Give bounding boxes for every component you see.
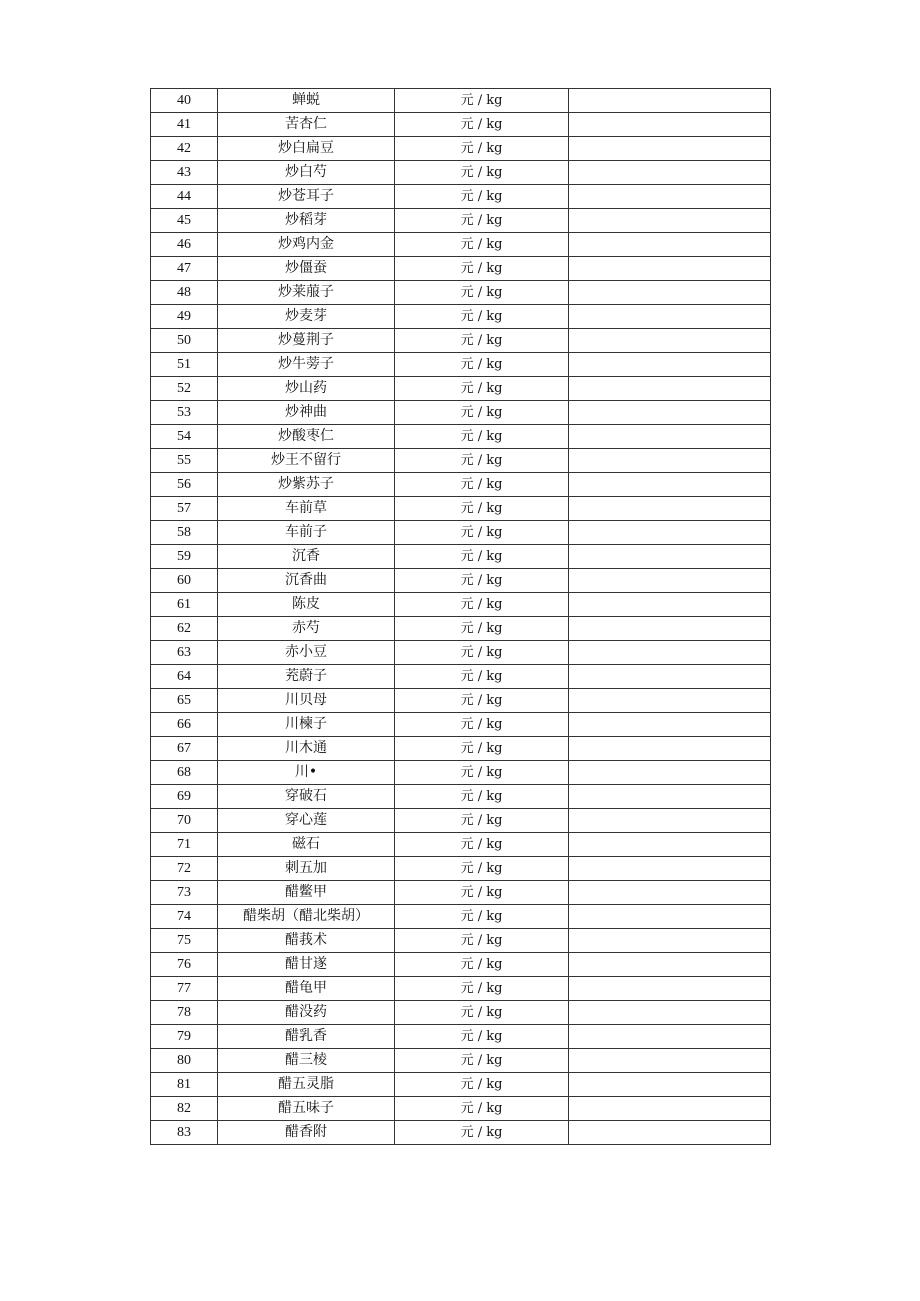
item-note [569,281,771,305]
item-note [569,545,771,569]
item-name: 醋五灵脂 [218,1073,395,1097]
item-name: 醋香附 [218,1121,395,1145]
row-number: 58 [151,521,218,545]
table-row [151,737,771,761]
table-row [151,1025,771,1049]
item-note [569,593,771,617]
item-name: 沉香曲 [218,569,395,593]
table-row [151,545,771,569]
item-name: 炒稻芽 [218,209,395,233]
table-row [151,785,771,809]
table-row [151,833,771,857]
item-unit: 元 / kg [395,353,569,377]
item-note [569,161,771,185]
item-note [569,305,771,329]
row-number: 77 [151,977,218,1001]
row-number: 74 [151,905,218,929]
item-name: 醋龟甲 [218,977,395,1001]
table-row [151,425,771,449]
row-number: 62 [151,617,218,641]
item-note [569,1097,771,1121]
item-note [569,1121,771,1145]
table-row [151,185,771,209]
item-unit: 元 / kg [395,89,569,113]
table-row [151,641,771,665]
row-number: 66 [151,713,218,737]
item-name: 川贝母 [218,689,395,713]
row-number: 81 [151,1073,218,1097]
row-number: 56 [151,473,218,497]
item-name: 炒神曲 [218,401,395,425]
item-name: 炒蔓荆子 [218,329,395,353]
item-name: 蝉蜕 [218,89,395,113]
row-number: 41 [151,113,218,137]
item-name: 炒紫苏子 [218,473,395,497]
row-number: 78 [151,1001,218,1025]
item-note [569,833,771,857]
item-unit: 元 / kg [395,809,569,833]
row-number: 71 [151,833,218,857]
table-row [151,713,771,737]
row-number: 76 [151,953,218,977]
table-row [151,305,771,329]
row-number: 50 [151,329,218,353]
table-row [151,137,771,161]
item-name: 穿心莲 [218,809,395,833]
item-unit: 元 / kg [395,329,569,353]
table-row [151,761,771,785]
item-name: 炒僵蚕 [218,257,395,281]
item-name: 醋没药 [218,1001,395,1025]
item-name: 川楝子 [218,713,395,737]
table-row [151,617,771,641]
item-unit: 元 / kg [395,593,569,617]
item-unit: 元 / kg [395,929,569,953]
price-table-body [151,89,771,1145]
item-note [569,233,771,257]
table-row [151,809,771,833]
item-unit: 元 / kg [395,641,569,665]
item-note [569,521,771,545]
item-name: 车前草 [218,497,395,521]
row-number: 69 [151,785,218,809]
item-note [569,905,771,929]
table-row [151,473,771,497]
item-note [569,977,771,1001]
item-name: 炒白芍 [218,161,395,185]
item-unit: 元 / kg [395,113,569,137]
item-name: 醋甘遂 [218,953,395,977]
item-unit: 元 / kg [395,545,569,569]
table-row [151,521,771,545]
item-unit: 元 / kg [395,713,569,737]
item-note [569,353,771,377]
row-number: 73 [151,881,218,905]
item-name: 苦杏仁 [218,113,395,137]
item-unit: 元 / kg [395,977,569,1001]
item-name: 炒牛蒡子 [218,353,395,377]
table-row [151,857,771,881]
item-unit: 元 / kg [395,449,569,473]
row-number: 67 [151,737,218,761]
item-note [569,89,771,113]
item-unit: 元 / kg [395,881,569,905]
row-number: 55 [151,449,218,473]
row-number: 64 [151,665,218,689]
item-name: 穿破石 [218,785,395,809]
table-row [151,281,771,305]
item-name: 醋三棱 [218,1049,395,1073]
price-table [150,88,771,1145]
item-unit: 元 / kg [395,785,569,809]
row-number: 43 [151,161,218,185]
table-row [151,1001,771,1025]
item-unit: 元 / kg [395,1049,569,1073]
row-number: 65 [151,689,218,713]
item-name: 茺蔚子 [218,665,395,689]
item-name: 醋柴胡（醋北柴胡） [218,905,395,929]
item-note [569,713,771,737]
row-number: 48 [151,281,218,305]
item-note [569,785,771,809]
item-unit: 元 / kg [395,665,569,689]
row-number: 49 [151,305,218,329]
row-number: 44 [151,185,218,209]
item-note [569,1001,771,1025]
item-note [569,689,771,713]
item-name: 车前子 [218,521,395,545]
item-unit: 元 / kg [395,209,569,233]
item-name: 炒莱菔子 [218,281,395,305]
table-row [151,401,771,425]
table-row [151,665,771,689]
item-name: 炒王不留行 [218,449,395,473]
item-name: 醋五味子 [218,1097,395,1121]
table-row [151,689,771,713]
item-unit: 元 / kg [395,185,569,209]
table-row [151,209,771,233]
table-row [151,89,771,113]
item-note [569,137,771,161]
item-note [569,761,771,785]
item-unit: 元 / kg [395,521,569,545]
item-unit: 元 / kg [395,761,569,785]
table-row [151,905,771,929]
item-name: 炒苍耳子 [218,185,395,209]
item-unit: 元 / kg [395,737,569,761]
table-row [151,257,771,281]
item-unit: 元 / kg [395,137,569,161]
table-row [151,353,771,377]
item-note [569,329,771,353]
row-number: 83 [151,1121,218,1145]
row-number: 54 [151,425,218,449]
table-row [151,593,771,617]
item-name: 赤芍 [218,617,395,641]
item-name: 沉香 [218,545,395,569]
item-unit: 元 / kg [395,617,569,641]
item-note [569,401,771,425]
item-unit: 元 / kg [395,1001,569,1025]
item-unit: 元 / kg [395,281,569,305]
item-note [569,1073,771,1097]
item-name: 醋莪术 [218,929,395,953]
row-number: 45 [151,209,218,233]
item-name: 川木通 [218,737,395,761]
table-row [151,1121,771,1145]
row-number: 80 [151,1049,218,1073]
item-unit: 元 / kg [395,857,569,881]
item-note [569,113,771,137]
item-note [569,425,771,449]
price-table-sheet [150,88,770,1145]
item-note [569,449,771,473]
item-unit: 元 / kg [395,473,569,497]
item-unit: 元 / kg [395,689,569,713]
item-name: 醋鳖甲 [218,881,395,905]
table-row [151,497,771,521]
row-number: 72 [151,857,218,881]
table-row [151,377,771,401]
item-name: 刺五加 [218,857,395,881]
item-note [569,929,771,953]
item-unit: 元 / kg [395,377,569,401]
item-note [569,377,771,401]
table-row [151,569,771,593]
item-unit: 元 / kg [395,401,569,425]
table-row [151,1073,771,1097]
row-number: 70 [151,809,218,833]
item-name: 醋乳香 [218,1025,395,1049]
item-note [569,617,771,641]
item-note [569,881,771,905]
item-note [569,569,771,593]
row-number: 42 [151,137,218,161]
row-number: 53 [151,401,218,425]
item-unit: 元 / kg [395,1097,569,1121]
row-number: 63 [151,641,218,665]
item-note [569,209,771,233]
row-number: 51 [151,353,218,377]
item-unit: 元 / kg [395,905,569,929]
item-note [569,1025,771,1049]
table-row [151,233,771,257]
table-row [151,113,771,137]
item-note [569,809,771,833]
item-name: 赤小豆 [218,641,395,665]
table-row [151,1049,771,1073]
table-row [151,1097,771,1121]
row-number: 68 [151,761,218,785]
item-unit: 元 / kg [395,1073,569,1097]
item-unit: 元 / kg [395,257,569,281]
item-name: 磁石 [218,833,395,857]
row-number: 47 [151,257,218,281]
item-name: 炒麦芽 [218,305,395,329]
item-name: 炒白扁豆 [218,137,395,161]
item-note [569,185,771,209]
row-number: 57 [151,497,218,521]
item-name: 川• [218,761,395,785]
row-number: 82 [151,1097,218,1121]
row-number: 40 [151,89,218,113]
table-row [151,329,771,353]
item-note [569,257,771,281]
table-row [151,881,771,905]
item-unit: 元 / kg [395,1025,569,1049]
item-note [569,737,771,761]
item-note [569,473,771,497]
table-row [151,449,771,473]
table-row [151,953,771,977]
item-unit: 元 / kg [395,305,569,329]
row-number: 79 [151,1025,218,1049]
item-name: 炒鸡内金 [218,233,395,257]
item-name: 炒山药 [218,377,395,401]
item-unit: 元 / kg [395,569,569,593]
item-name: 炒酸枣仁 [218,425,395,449]
item-note [569,665,771,689]
item-note [569,953,771,977]
item-name: 陈皮 [218,593,395,617]
row-number: 61 [151,593,218,617]
item-note [569,857,771,881]
row-number: 75 [151,929,218,953]
row-number: 46 [151,233,218,257]
item-unit: 元 / kg [395,953,569,977]
table-row [151,161,771,185]
item-note [569,641,771,665]
row-number: 52 [151,377,218,401]
item-note [569,497,771,521]
row-number: 60 [151,569,218,593]
row-number: 59 [151,545,218,569]
item-unit: 元 / kg [395,161,569,185]
item-note [569,1049,771,1073]
item-unit: 元 / kg [395,497,569,521]
table-row [151,929,771,953]
item-unit: 元 / kg [395,1121,569,1145]
item-unit: 元 / kg [395,425,569,449]
table-row [151,977,771,1001]
item-unit: 元 / kg [395,233,569,257]
item-unit: 元 / kg [395,833,569,857]
